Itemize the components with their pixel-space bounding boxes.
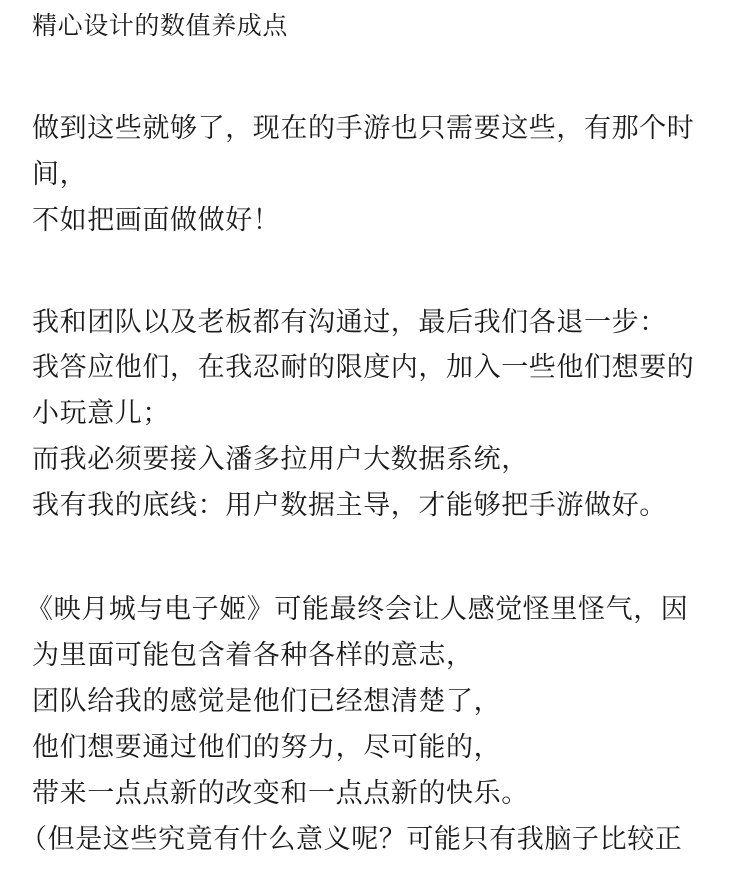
paragraph-line: 小玩意儿；: [32, 398, 170, 429]
paragraph-line: 他们想要通过他们的努力，尽可能的，: [32, 732, 502, 763]
paragraph-line: 我有我的底线：用户数据主导，才能够把手游做好。: [32, 490, 667, 521]
paragraph-line: 带来一点点新的改变和一点点新的快乐。: [32, 778, 529, 809]
paragraph-line: （但是这些究竟有什么意义呢？可能只有我脑子比较正: [20, 824, 683, 855]
section-heading: 精心设计的数值养成点: [32, 11, 289, 40]
paragraph-line: 我和团队以及老板都有沟通过，最后我们各退一步：: [32, 307, 667, 338]
paragraph-line: 《映月城与电子姬》可能最终会让人感觉怪里怪气，因: [26, 594, 689, 625]
paragraph-line: 团队给我的感觉是他们已经想清楚了，: [32, 686, 502, 717]
paragraph-line: 而我必须要接入潘多拉用户大数据系统，: [32, 444, 529, 475]
paragraph-line: 不如把画面做做好！: [32, 205, 281, 236]
paragraph-line: 做到这些就够了，现在的手游也只需要这些，有那个时: [32, 113, 695, 144]
paragraph-line: 我答应他们，在我忍耐的限度内，加入一些他们想要的: [32, 352, 695, 383]
paragraph-line: 间，: [32, 159, 88, 190]
paragraph-line: 为里面可能包含着各种各样的意志，: [32, 640, 474, 671]
